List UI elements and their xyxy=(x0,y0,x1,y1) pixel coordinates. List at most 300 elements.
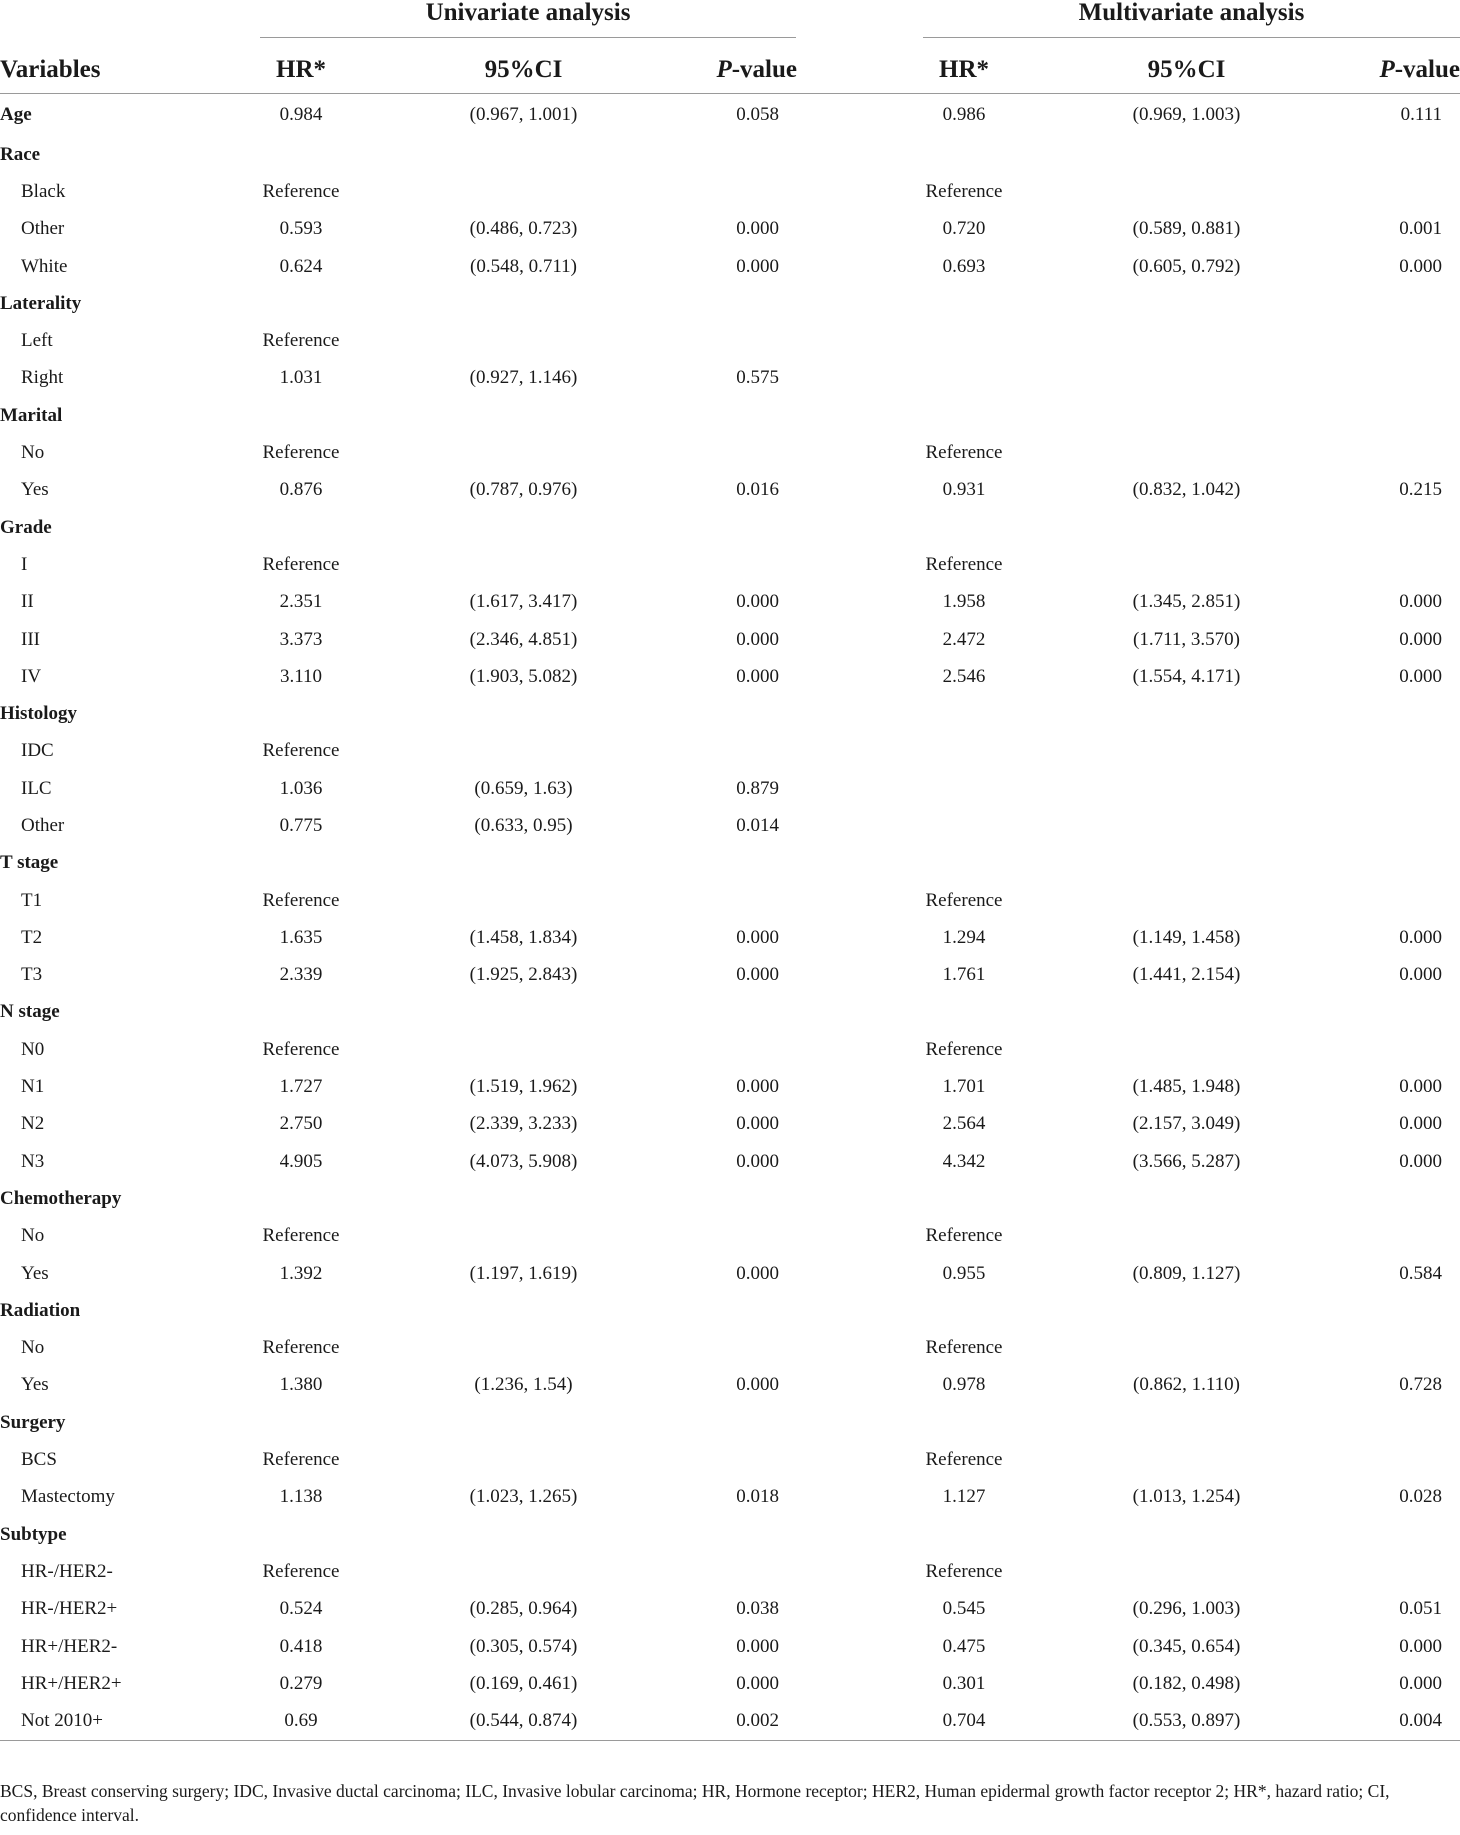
variable-cell: Other xyxy=(21,218,65,240)
multivariate-p-cell xyxy=(1368,546,1460,583)
univariate-p-cell xyxy=(705,509,797,546)
univariate-hr-cell xyxy=(260,994,342,1031)
gap-cell xyxy=(797,1404,923,1441)
multivariate-p-cell xyxy=(1368,136,1460,173)
univariate-hr-cell: Reference xyxy=(262,180,340,202)
gap-cell xyxy=(797,1031,923,1068)
table-row xyxy=(0,584,1460,621)
variable-cell: T stage xyxy=(0,852,59,874)
multivariate-p-cell: 0.728 xyxy=(1399,1374,1442,1396)
univariate-ci-cell: (1.519, 1.962) xyxy=(469,1076,578,1098)
gap-cell xyxy=(797,994,923,1031)
univariate-p-cell: 0.000 xyxy=(736,1076,779,1098)
multivariate-ci-cell xyxy=(1005,397,1368,434)
univariate-p-cell: 0.000 xyxy=(736,255,779,277)
gap-cell xyxy=(797,1702,923,1740)
univariate-hr-cell xyxy=(260,509,342,546)
univariate-p-cell: 0.000 xyxy=(736,926,779,948)
multivariate-ci-cell: (1.149, 1.458) xyxy=(1132,926,1241,948)
variable-cell: HR-/HER2+ xyxy=(21,1598,118,1620)
table-row xyxy=(0,322,1460,359)
univariate-hr-cell: Reference xyxy=(262,553,340,575)
multivariate-p-cell: 0.000 xyxy=(1399,1076,1442,1098)
multivariate-p-cell: 0.028 xyxy=(1399,1486,1442,1508)
univariate-ci-cell: (0.633, 0.95) xyxy=(474,814,573,836)
univariate-ci-cell xyxy=(342,1516,705,1553)
univariate-p-cell xyxy=(705,322,797,359)
multivariate-p-cell xyxy=(1368,845,1460,882)
variable-cell: T2 xyxy=(21,926,43,948)
univariate-hr-cell: Reference xyxy=(262,330,340,352)
multivariate-p-cell: 0.000 xyxy=(1399,1113,1442,1135)
table-row xyxy=(0,1218,1460,1255)
multivariate-p-cell: 0.215 xyxy=(1399,479,1442,501)
variable-cell: HR+/HER2+ xyxy=(21,1672,122,1694)
multivariate-hr-cell xyxy=(923,1292,1005,1329)
variable-cell: Laterality xyxy=(0,292,82,314)
univariate-hr-cell: Reference xyxy=(262,1449,340,1471)
multivariate-hr-cell: 0.955 xyxy=(942,1262,986,1284)
multivariate-hr-cell: 0.545 xyxy=(942,1598,986,1620)
variable-cell: Surgery xyxy=(0,1411,66,1433)
variable-cell: Yes xyxy=(21,1374,49,1396)
gap-cell xyxy=(797,1479,923,1516)
univariate-ci-cell: (1.236, 1.54) xyxy=(474,1374,573,1396)
gap-cell xyxy=(797,807,923,844)
table-row xyxy=(0,1255,1460,1292)
multivariate-hr-cell: 0.475 xyxy=(942,1635,986,1657)
multivariate-p-cell xyxy=(1368,1553,1460,1590)
multivariate-p-cell xyxy=(1368,1180,1460,1217)
multivariate-hr-cell xyxy=(923,845,1005,882)
gap-cell xyxy=(797,472,923,509)
table-row xyxy=(0,1628,1460,1665)
multivariate-p-cell xyxy=(1368,1031,1460,1068)
gap-cell xyxy=(797,1553,923,1590)
univariate-p-cell: 0.016 xyxy=(736,479,779,501)
multivariate-ci-cell xyxy=(1005,845,1368,882)
multivariate-p-cell xyxy=(1368,1516,1460,1553)
multivariate-ci-cell xyxy=(1005,173,1368,210)
multivariate-ci-cell xyxy=(1005,1441,1368,1478)
gap-cell xyxy=(797,919,923,956)
variable-cell: No xyxy=(21,1225,45,1247)
gap-cell xyxy=(797,957,923,994)
variable-cell: White xyxy=(21,255,68,277)
gap-cell xyxy=(797,1516,923,1553)
multivariate-hr-cell xyxy=(923,733,1005,770)
multivariate-ci-cell xyxy=(1005,360,1368,397)
col-header-univariate-p xyxy=(705,46,797,94)
multivariate-p-cell xyxy=(1368,733,1460,770)
table-row xyxy=(0,173,1460,210)
univariate-p-cell: 0.000 xyxy=(736,1672,779,1694)
gap-cell xyxy=(797,733,923,770)
table-row xyxy=(0,770,1460,807)
univariate-hr-cell: 1.036 xyxy=(279,777,323,799)
multivariate-hr-cell xyxy=(923,285,1005,322)
table-row xyxy=(0,248,1460,285)
univariate-p-cell: 0.018 xyxy=(736,1486,779,1508)
univariate-ci-cell: (0.305, 0.574) xyxy=(469,1635,578,1657)
table-row xyxy=(0,658,1460,695)
univariate-ci-cell xyxy=(342,546,705,583)
univariate-ci-cell: (1.925, 2.843) xyxy=(469,964,578,986)
multivariate-ci-cell: (0.182, 0.498) xyxy=(1132,1672,1241,1694)
gap-cell xyxy=(797,173,923,210)
univariate-hr-cell: 0.624 xyxy=(279,255,323,277)
gap-cell xyxy=(797,1143,923,1180)
table-group-row xyxy=(0,695,1460,732)
univariate-ci-cell xyxy=(342,994,705,1031)
univariate-hr-cell: 1.727 xyxy=(279,1076,323,1098)
variable-cell: ILC xyxy=(21,777,52,799)
multivariate-hr-cell xyxy=(923,770,1005,807)
table-group-row xyxy=(0,509,1460,546)
univariate-ci-cell: (0.486, 0.723) xyxy=(469,218,578,240)
p-suffix: -value xyxy=(731,55,797,83)
univariate-ci-cell xyxy=(342,1292,705,1329)
univariate-ci-cell xyxy=(342,285,705,322)
univariate-ci-cell: (0.927, 1.146) xyxy=(469,367,578,389)
multivariate-ci-cell: (0.296, 1.003) xyxy=(1132,1598,1241,1620)
p-suffix: -value xyxy=(1394,55,1460,83)
univariate-ci-cell xyxy=(342,1441,705,1478)
univariate-ci-cell xyxy=(342,397,705,434)
univariate-ci-cell: (2.346, 4.851) xyxy=(469,628,578,650)
univariate-ci-cell xyxy=(342,882,705,919)
variable-cell: II xyxy=(21,591,34,613)
hazard-ratio-table xyxy=(0,46,1460,1741)
variable-cell: Yes xyxy=(21,1262,49,1284)
univariate-p-cell: 0.000 xyxy=(736,1150,779,1172)
univariate-hr-cell xyxy=(260,397,342,434)
univariate-p-cell xyxy=(705,1330,797,1367)
variable-cell: N2 xyxy=(21,1113,45,1135)
multivariate-p-cell: 0.000 xyxy=(1399,964,1442,986)
univariate-p-cell: 0.058 xyxy=(736,104,779,125)
univariate-ci-cell: (0.285, 0.964) xyxy=(469,1598,578,1620)
multivariate-ci-cell: (0.832, 1.042) xyxy=(1132,479,1241,501)
univariate-ci-cell: (0.787, 0.976) xyxy=(469,479,578,501)
variable-cell: N0 xyxy=(21,1038,45,1060)
multivariate-hr-cell xyxy=(923,695,1005,732)
univariate-p-cell xyxy=(705,994,797,1031)
multivariate-p-cell: 0.004 xyxy=(1368,1702,1460,1740)
col-header-variables: Variables xyxy=(0,46,260,94)
gap-cell xyxy=(797,248,923,285)
univariate-hr-cell: 1.138 xyxy=(279,1486,323,1508)
table-group-row xyxy=(0,845,1460,882)
multivariate-hr-cell: 0.978 xyxy=(942,1374,986,1396)
variable-cell: T1 xyxy=(21,889,43,911)
multivariate-ci-cell: (2.157, 3.049) xyxy=(1132,1113,1241,1135)
univariate-p-cell: 0.002 xyxy=(705,1702,797,1740)
table-row xyxy=(0,957,1460,994)
table-row xyxy=(0,1367,1460,1404)
univariate-p-cell: 0.000 xyxy=(736,591,779,613)
univariate-hr-cell: 0.524 xyxy=(279,1598,323,1620)
univariate-p-cell: 0.000 xyxy=(736,1262,779,1284)
univariate-p-cell xyxy=(705,1404,797,1441)
univariate-rule xyxy=(260,37,796,38)
multivariate-title: Multivariate analysis xyxy=(1078,0,1305,26)
multivariate-ci-cell xyxy=(1005,509,1368,546)
multivariate-hr-cell xyxy=(923,1404,1005,1441)
univariate-hr-cell xyxy=(260,1292,342,1329)
p-italic: P xyxy=(716,55,732,83)
multivariate-p-cell xyxy=(1368,1292,1460,1329)
multivariate-ci-cell: (0.809, 1.127) xyxy=(1132,1262,1241,1284)
multivariate-hr-cell: Reference xyxy=(925,1337,1003,1359)
table-row xyxy=(0,1441,1460,1478)
multivariate-p-cell xyxy=(1368,509,1460,546)
univariate-p-cell xyxy=(705,173,797,210)
univariate-p-cell xyxy=(705,1180,797,1217)
gap-cell xyxy=(797,845,923,882)
multivariate-ci-cell xyxy=(1005,1330,1368,1367)
multivariate-hr-cell: Reference xyxy=(925,180,1003,202)
univariate-hr-cell: 0.69 xyxy=(260,1702,342,1740)
multivariate-p-cell: 0.000 xyxy=(1399,591,1442,613)
table-group-row xyxy=(0,94,1460,137)
univariate-p-cell xyxy=(705,1292,797,1329)
variable-cell: Race xyxy=(0,143,41,165)
univariate-p-cell: 0.000 xyxy=(736,218,779,240)
univariate-ci-cell xyxy=(342,733,705,770)
multivariate-ci-cell xyxy=(1005,994,1368,1031)
univariate-p-cell xyxy=(705,1553,797,1590)
univariate-hr-cell: Reference xyxy=(262,889,340,911)
univariate-hr-cell xyxy=(260,285,342,322)
variable-cell: Yes xyxy=(21,479,49,501)
variable-cell: Subtype xyxy=(0,1523,67,1545)
multivariate-hr-cell: 0.986 xyxy=(942,104,986,125)
univariate-ci-cell: (1.617, 3.417) xyxy=(469,591,578,613)
univariate-p-cell xyxy=(705,136,797,173)
multivariate-hr-cell: 1.701 xyxy=(942,1076,986,1098)
multivariate-hr-cell xyxy=(923,807,1005,844)
gap-cell xyxy=(797,1591,923,1628)
multivariate-hr-cell: Reference xyxy=(925,442,1003,464)
univariate-p-cell xyxy=(705,695,797,732)
multivariate-hr-cell xyxy=(923,136,1005,173)
univariate-ci-cell: (2.339, 3.233) xyxy=(469,1113,578,1135)
table-row xyxy=(0,807,1460,844)
univariate-p-cell: 0.000 xyxy=(736,1374,779,1396)
univariate-hr-cell: Reference xyxy=(262,1560,340,1582)
multivariate-hr-cell: 4.342 xyxy=(942,1150,986,1172)
univariate-p-cell xyxy=(705,397,797,434)
multivariate-p-cell xyxy=(1368,770,1460,807)
univariate-hr-cell: 1.635 xyxy=(279,926,323,948)
multivariate-ci-cell: (1.711, 3.570) xyxy=(1133,628,1240,650)
gap-cell xyxy=(797,1106,923,1143)
multivariate-hr-cell: 1.294 xyxy=(942,926,986,948)
gap-cell xyxy=(797,1330,923,1367)
multivariate-ci-cell xyxy=(1005,1180,1368,1217)
col-header-multivariate-ci: 95%CI xyxy=(1005,46,1368,94)
univariate-ci-cell: (1.023, 1.265) xyxy=(469,1486,578,1508)
univariate-p-cell xyxy=(705,546,797,583)
multivariate-group-header xyxy=(923,0,1460,34)
multivariate-hr-cell: Reference xyxy=(925,553,1003,575)
univariate-p-cell xyxy=(705,434,797,471)
univariate-ci-cell: (1.458, 1.834) xyxy=(469,926,578,948)
variable-cell: Left xyxy=(21,330,53,352)
univariate-ci-cell: (1.903, 5.082) xyxy=(469,665,578,687)
table-footnote: BCS, Breast conserving surgery; IDC, Invasive ductal carcinoma; ILC, Invasive lobular carcinoma; HR, Hormone receptor; HER2, Human epidermal growth factor receptor 2; HR*, hazard ratio; CI, confidence interval. xyxy=(0,1781,1390,1825)
table-row xyxy=(0,1068,1460,1105)
multivariate-ci-cell: (0.605, 0.792) xyxy=(1132,255,1241,277)
univariate-p-cell: 0.000 xyxy=(736,964,779,986)
univariate-hr-cell: 1.392 xyxy=(279,1262,323,1284)
univariate-ci-cell xyxy=(342,173,705,210)
variable-cell: HR+/HER2- xyxy=(21,1635,118,1657)
table-group-row xyxy=(0,1292,1460,1329)
multivariate-ci-cell xyxy=(1005,285,1368,322)
univariate-hr-cell: Reference xyxy=(262,1038,340,1060)
multivariate-ci-cell: (0.862, 1.110) xyxy=(1133,1374,1240,1396)
multivariate-ci-cell xyxy=(1005,1218,1368,1255)
gap-cell xyxy=(797,621,923,658)
univariate-ci-cell xyxy=(342,1404,705,1441)
variable-cell: Chemotherapy xyxy=(0,1187,122,1209)
multivariate-hr-cell: 0.720 xyxy=(942,218,986,240)
gap-cell xyxy=(797,322,923,359)
table-row xyxy=(0,211,1460,248)
multivariate-ci-cell: (1.554, 4.171) xyxy=(1132,665,1241,687)
multivariate-ci-cell xyxy=(1005,1031,1368,1068)
multivariate-hr-cell xyxy=(923,322,1005,359)
table-row xyxy=(0,882,1460,919)
univariate-p-cell xyxy=(705,882,797,919)
multivariate-p-cell xyxy=(1368,360,1460,397)
univariate-hr-cell: 0.984 xyxy=(279,104,323,125)
multivariate-p-cell: 0.584 xyxy=(1399,1262,1442,1284)
multivariate-p-cell xyxy=(1368,434,1460,471)
multivariate-hr-cell: 1.958 xyxy=(942,591,986,613)
univariate-p-cell: 0.000 xyxy=(736,1635,779,1657)
univariate-hr-cell xyxy=(260,1516,342,1553)
multivariate-rule xyxy=(923,37,1460,38)
univariate-hr-cell: 0.876 xyxy=(279,479,323,501)
variable-cell: Marital xyxy=(0,404,63,426)
univariate-hr-cell xyxy=(260,845,342,882)
univariate-group-header xyxy=(260,0,796,34)
multivariate-hr-cell: Reference xyxy=(925,1225,1003,1247)
univariate-ci-cell xyxy=(342,1180,705,1217)
multivariate-hr-cell xyxy=(923,1516,1005,1553)
univariate-p-cell: 0.000 xyxy=(736,1113,779,1135)
variable-cell: Mastectomy xyxy=(21,1486,115,1508)
univariate-hr-cell: 0.775 xyxy=(279,814,323,836)
univariate-hr-cell xyxy=(260,1404,342,1441)
table-row xyxy=(0,1330,1460,1367)
univariate-hr-cell: 1.380 xyxy=(279,1374,323,1396)
multivariate-hr-cell: 1.127 xyxy=(942,1486,986,1508)
univariate-ci-cell: (0.548, 0.711) xyxy=(470,255,577,277)
multivariate-p-cell xyxy=(1368,807,1460,844)
table-row xyxy=(0,1702,1460,1740)
univariate-hr-cell xyxy=(260,136,342,173)
variable-cell: IV xyxy=(21,665,42,687)
variable-cell: No xyxy=(21,1337,45,1359)
table-group-row xyxy=(0,1516,1460,1553)
variable-cell: BCS xyxy=(21,1449,57,1471)
multivariate-p-cell: 0.001 xyxy=(1399,218,1442,240)
variable-cell: No xyxy=(21,442,45,464)
multivariate-ci-cell: (0.589, 0.881) xyxy=(1132,218,1241,240)
multivariate-ci-cell: (1.345, 2.851) xyxy=(1132,591,1241,613)
multivariate-ci-cell xyxy=(1005,882,1368,919)
col-header-multivariate-p xyxy=(1368,46,1460,94)
multivariate-p-cell xyxy=(1368,285,1460,322)
multivariate-p-cell: 0.000 xyxy=(1399,665,1442,687)
univariate-p-cell xyxy=(705,1516,797,1553)
multivariate-p-cell: 0.051 xyxy=(1399,1598,1442,1620)
gap-cell xyxy=(797,1628,923,1665)
multivariate-p-cell xyxy=(1368,1404,1460,1441)
univariate-hr-cell xyxy=(260,1180,342,1217)
variable-cell: HR-/HER2- xyxy=(21,1560,113,1582)
univariate-hr-cell: 2.750 xyxy=(279,1113,323,1135)
univariate-ci-cell: (4.073, 5.908) xyxy=(469,1150,578,1172)
univariate-hr-cell: 2.351 xyxy=(279,591,323,613)
univariate-hr-cell: 0.593 xyxy=(279,218,323,240)
table-row xyxy=(0,1665,1460,1702)
multivariate-hr-cell: 1.761 xyxy=(942,964,986,986)
variable-cell: N1 xyxy=(21,1076,45,1098)
univariate-p-cell xyxy=(705,1218,797,1255)
univariate-ci-cell: (1.197, 1.619) xyxy=(469,1262,578,1284)
univariate-title: Univariate analysis xyxy=(425,0,631,26)
variable-cell: N3 xyxy=(21,1150,45,1172)
univariate-ci-cell xyxy=(342,322,705,359)
multivariate-ci-cell: (0.345, 0.654) xyxy=(1132,1635,1241,1657)
univariate-ci-cell xyxy=(342,1330,705,1367)
multivariate-ci-cell: (0.969, 1.003) xyxy=(1132,104,1241,125)
table-row xyxy=(0,1479,1460,1516)
multivariate-p-cell xyxy=(1368,173,1460,210)
multivariate-hr-cell xyxy=(923,360,1005,397)
univariate-ci-cell: (0.967, 1.001) xyxy=(469,104,578,125)
multivariate-ci-cell xyxy=(1005,1292,1368,1329)
table-group-row xyxy=(0,1404,1460,1441)
variable-cell: T3 xyxy=(21,964,43,986)
univariate-hr-cell: 4.905 xyxy=(279,1150,323,1172)
col-header-univariate-hr: HR* xyxy=(260,46,342,94)
univariate-ci-cell xyxy=(342,695,705,732)
table-row xyxy=(0,1031,1460,1068)
multivariate-hr-cell: Reference xyxy=(925,1560,1003,1582)
table-row xyxy=(0,919,1460,956)
multivariate-ci-cell: (1.013, 1.254) xyxy=(1132,1486,1241,1508)
column-header-row xyxy=(0,46,1460,94)
table-header xyxy=(0,46,1460,94)
multivariate-ci-cell xyxy=(1005,695,1368,732)
multivariate-p-cell xyxy=(1368,1441,1460,1478)
gap-cell xyxy=(797,1180,923,1217)
gap-cell xyxy=(797,546,923,583)
gap-cell xyxy=(797,770,923,807)
univariate-hr-cell: Reference xyxy=(262,442,340,464)
table-group-row xyxy=(0,285,1460,322)
table-row xyxy=(0,733,1460,770)
univariate-hr-cell: Reference xyxy=(262,1225,340,1247)
variable-cell: III xyxy=(21,628,40,650)
variable-cell: Not 2010+ xyxy=(0,1702,260,1740)
